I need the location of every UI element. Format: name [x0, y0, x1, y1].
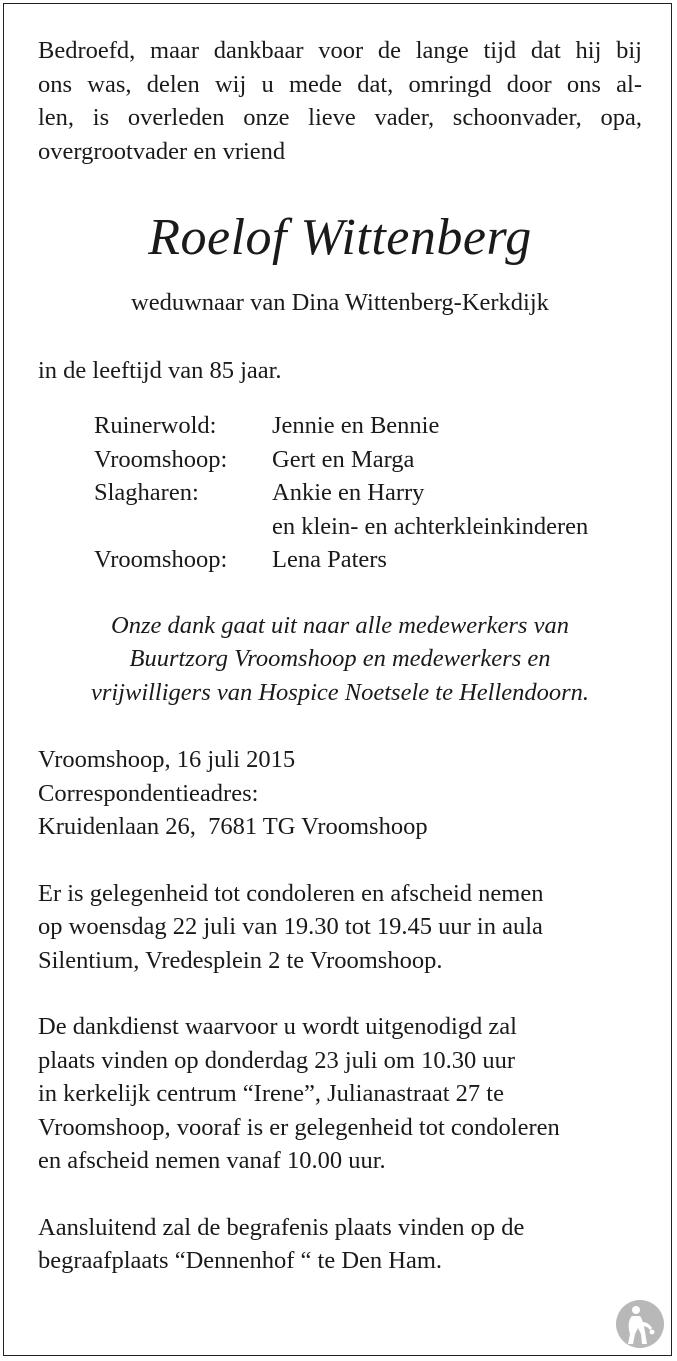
correspondence-label: Correspondentieadres: — [38, 779, 259, 807]
thanks-line: Buurtzorg Vroomshoop en medewerkers en — [129, 645, 551, 672]
thanks-line: vrijwilligers van Hospice Noetsele te Hellendoorn. — [90, 678, 590, 706]
intro-line: len, is overleden onze lieve vader, schoonvader, opa, — [38, 104, 642, 131]
family-row — [94, 543, 642, 577]
family-place — [94, 510, 272, 544]
condolence-paragraph — [38, 877, 642, 978]
thanks-paragraph — [38, 609, 642, 710]
obituary-announcement — [38, 34, 642, 1278]
family-place: Ruinerwold: — [94, 412, 217, 439]
family-row — [94, 510, 642, 544]
intro-line: overgrootvader en vriend — [38, 137, 286, 165]
intro-line: ons was, delen wij u mede dat, omringd door ons al- — [38, 70, 642, 98]
condolence-line: op woensdag 22 juli van 19.30 tot 19.45 uur in aula — [38, 913, 543, 940]
family-place: Vroomshoop: — [94, 546, 228, 573]
place-date-line: Vroomshoop, 16 juli 2015 — [38, 746, 296, 773]
service-line: Vroomshoop, vooraf is er gelegenheid tot condoleren — [38, 1113, 560, 1141]
family-row — [94, 443, 642, 477]
service-line: plaats vinden op donderdag 23 juli om 10.30 uur — [38, 1046, 515, 1074]
family-row — [94, 476, 642, 510]
service-paragraph — [38, 1010, 642, 1178]
family-list — [94, 409, 642, 577]
condolence-line: Silentium, Vredesplein 2 te Vroomshoop. — [38, 946, 443, 974]
family-names: Jennie en Bennie — [272, 412, 440, 439]
intro-line: Bedroefd, maar dankbaar voor de lange tijd dat hij bij — [38, 37, 642, 64]
burial-line: Aansluitend zal de begrafenis plaats vinden op de — [38, 1213, 525, 1241]
spouse-line: weduwnaar van Dina Wittenberg-Kerkdijk — [131, 289, 549, 316]
family-row — [94, 409, 642, 443]
service-line: en afscheid nemen vanaf 10.00 uur. — [38, 1147, 386, 1174]
family-names: en klein- en achterkleinkinderen — [272, 512, 589, 540]
family-place: Slagharen: — [94, 479, 199, 506]
family-names: Lena Paters — [272, 546, 387, 573]
burial-line: begraafplaats “Dennenhof “ te Den Ham. — [38, 1247, 443, 1274]
deceased-name: Roelof Wittenberg — [148, 209, 532, 266]
family-place: Vroomshoop: — [94, 445, 228, 473]
condolence-line: Er is gelegenheid tot condoleren en afscheid nemen — [38, 879, 544, 907]
correspondence-block — [38, 743, 642, 844]
family-names: Ankie en Harry — [272, 479, 425, 506]
service-line: in kerkelijk centrum “Irene”, Julianastraat 27 te — [38, 1080, 504, 1107]
intro-paragraph — [38, 34, 642, 168]
memorial-figure-icon — [614, 1298, 666, 1350]
family-names: Gert en Marga — [272, 445, 415, 473]
service-line: De dankdienst waarvoor u wordt uitgenodigd zal — [38, 1013, 517, 1040]
age-line: in de leeftijd van 85 jaar. — [38, 356, 282, 384]
correspondence-address: Kruidenlaan 26, 7681 TG Vroomshoop — [38, 813, 428, 840]
thanks-line: Onze dank gaat uit naar alle medewerkers van — [111, 611, 569, 639]
burial-paragraph — [38, 1211, 642, 1278]
